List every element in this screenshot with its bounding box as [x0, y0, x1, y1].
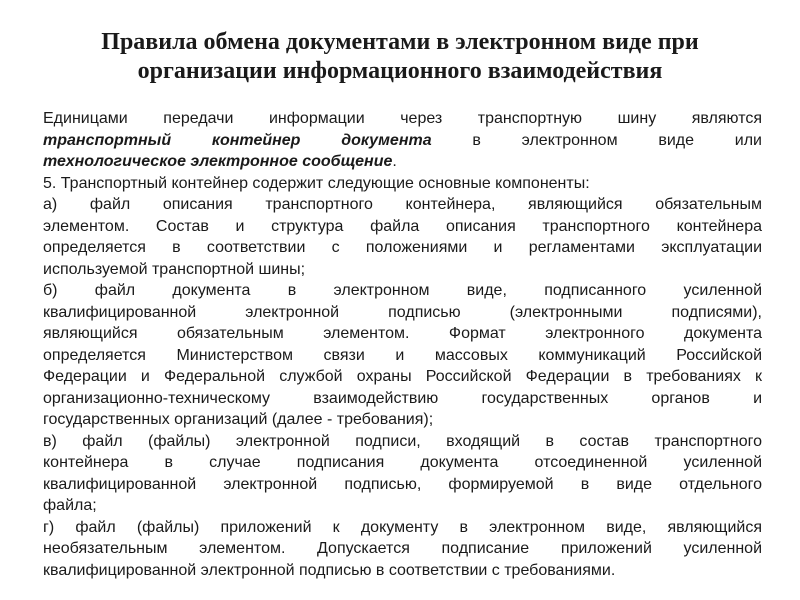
text-line: необязательным элементом. Допускается подписание приложений усиленной — [43, 540, 762, 557]
page-title — [60, 28, 740, 86]
paragraph-item-5 — [43, 173, 762, 195]
text-line: квалифицированной электронной подписью (электронными подписями), — [43, 303, 762, 321]
text-line: в) файл (файлы) электронной подписи, входящий в состав транспортного — [43, 432, 762, 450]
text-line: используемой транспортной шины; — [43, 260, 306, 278]
title-line-2: организации информационного взаимодействия — [137, 58, 663, 84]
paragraph-item-a — [43, 194, 762, 280]
text-line: организационно-техническому взаимодействию государственных органов и — [43, 389, 762, 407]
text-line: Федерации и Федеральной службой охраны Российской Федерации в требованиях к — [43, 368, 762, 385]
document-body — [43, 108, 762, 581]
text-line: квалифицированной электронной подписью в соответствии с требованиями. — [43, 561, 616, 579]
text-line: контейнера в случае подписания документа отсоединенной усиленной — [43, 454, 762, 471]
text-line: Единицами передачи информации через транспортную шину являются — [43, 110, 762, 127]
emphasized-term: транспортный контейнер документа — [43, 131, 432, 149]
emphasized-term: технологическое электронное сообщение — [43, 153, 393, 170]
text-fragment: в электронном виде или — [431, 131, 762, 149]
text-line: 5. Транспортный контейнер содержит следующие основные компоненты: — [43, 174, 590, 192]
text-line: квалифицированной электронной подписью, формируемой в виде отдельного — [43, 475, 762, 493]
text-fragment: . — [392, 153, 397, 170]
text-line — [43, 130, 762, 152]
title-line-1: Правила обмена документами в электронном виде при — [101, 29, 699, 55]
text-line: а) файл описания транспортного контейнера, являющийся обязательным — [43, 196, 762, 213]
text-line: определяется Министерством связи и массовых коммуникаций Российской — [43, 346, 762, 364]
text-line: б) файл документа в электронном виде, подписанного усиленной — [43, 282, 762, 299]
paragraph-item-g — [43, 517, 762, 582]
text-line: являющийся обязательным элементом. Формат электронного документа — [43, 325, 762, 342]
text-line: г) файл (файлы) приложений к документу в электронном виде, являющийся — [43, 518, 762, 536]
paragraph-item-b — [43, 280, 762, 431]
text-line: определяется в соответствии с положениями и регламентами эксплуатации — [43, 239, 762, 256]
paragraph-item-v — [43, 431, 762, 517]
text-line — [43, 151, 762, 173]
intro-paragraph — [43, 108, 762, 173]
text-line: элементом. Состав и структура файла описания транспортного контейнера — [43, 217, 762, 235]
text-line: файла; — [43, 497, 97, 514]
text-line: государственных организаций (далее - требования); — [43, 411, 434, 428]
